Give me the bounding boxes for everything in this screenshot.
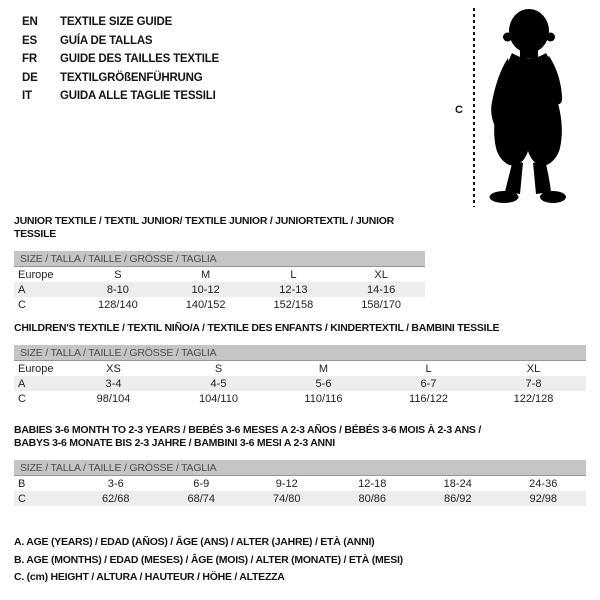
cell-value: XS <box>106 362 121 375</box>
cell-value: 9-12 <box>275 477 298 490</box>
cell-value: 80/86 <box>358 492 387 505</box>
language-row <box>22 13 219 32</box>
cell-value: 3-6 <box>107 477 124 490</box>
table-row <box>14 476 586 491</box>
cell-value: 5-6 <box>315 377 332 390</box>
table-row <box>14 361 586 376</box>
table-row <box>14 267 425 282</box>
language-code: FR <box>22 53 37 65</box>
height-measure-label: C <box>455 104 463 116</box>
cell-value: 86/92 <box>443 492 472 505</box>
row-label: Europe <box>18 268 54 281</box>
row-label: A <box>18 377 26 390</box>
language-title: GUIDA ALLE TAGLIE TESSILI <box>60 90 216 102</box>
cell-value: 152/158 <box>273 298 314 311</box>
baby-figure <box>450 6 596 210</box>
row-label: Europe <box>18 362 54 375</box>
language-title: GUÍA DE TALLAS <box>60 34 153 47</box>
cell-value: 158/170 <box>361 298 401 311</box>
table-row <box>14 491 586 506</box>
row-label: B <box>18 477 26 490</box>
legend-note: B. AGE (MONTHS) / EDAD (MESES) / ÂGE (MOIS) / ALTER (MONATE) / ETÀ (MESI) <box>14 553 403 566</box>
size-header-bar: SIZE / TALLA / TAILLE / GRÖSSE / TAGLIA <box>14 251 425 267</box>
size-table <box>14 476 586 506</box>
cell-value: S <box>214 362 223 375</box>
size-table <box>14 361 586 406</box>
size-header-bar: SIZE / TALLA / TAILLE / GRÖSSE / TAGLIA <box>14 460 586 476</box>
size-table-section <box>14 322 586 406</box>
legend-note: A. AGE (YEARS) / EDAD (AÑOS) / ÂGE (ANS) / ALTER (JAHRE) / ETÀ (ANNI) <box>14 536 375 548</box>
cell-value: 128/140 <box>97 298 138 311</box>
section-title: JUNIOR TEXTILE / TEXTIL JUNIOR/ TEXTILE JUNIOR / JUNIORTEXTIL / JUNIOR TESSILE <box>14 215 394 240</box>
cell-value: M <box>318 362 329 375</box>
cell-value: XL <box>374 268 388 281</box>
cell-value: L <box>290 268 297 281</box>
cell-value: 140/152 <box>185 298 226 311</box>
cell-value: 122/128 <box>513 392 554 405</box>
cell-value: 12-18 <box>358 477 387 490</box>
table-row <box>14 282 425 297</box>
cell-value: XL <box>526 362 541 375</box>
cell-value: 74/80 <box>272 492 301 505</box>
language-title: GUIDE DES TAILLES TEXTILE <box>60 53 219 65</box>
cell-value: 104/110 <box>199 392 238 405</box>
size-header-bar: SIZE / TALLA / TAILLE / GRÖSSE / TAGLIA <box>14 345 586 361</box>
section-title: CHILDREN'S TEXTILE / TEXTIL NIÑO/A / TEXTILE DES ENFANTS / KINDERTEXTIL / BAMBINI TESSILE <box>14 322 500 334</box>
cell-value: 62/68 <box>101 492 130 505</box>
cell-value: S <box>114 268 122 281</box>
cell-value: 3-4 <box>105 377 122 390</box>
legend-notes <box>14 534 403 587</box>
legend-note: C. (cm) HEIGHT / ALTURA / HAUTEUR / HÖHE / ALTEZZA <box>14 571 285 583</box>
cell-value: 4-5 <box>210 377 227 390</box>
cell-value: 68/74 <box>187 492 216 505</box>
row-label: C <box>18 298 26 311</box>
row-label: C <box>18 392 26 405</box>
cell-value: M <box>201 268 211 281</box>
language-code: IT <box>22 90 32 102</box>
language-title: TEXTILGRÖßENFÜHRUNG <box>60 71 203 84</box>
table-row <box>14 297 425 312</box>
language-row <box>22 87 219 106</box>
height-measure-dashed-line <box>473 8 475 207</box>
language-code: EN <box>22 16 38 28</box>
cell-value: 6-9 <box>193 477 210 490</box>
section-title: BABIES 3-6 MONTH TO 2-3 YEARS / BEBÉS 3-6 MESES A 2-3 AÑOS / BÉBÉS 3-6 MOIS À 2-3 ANS / BABYS 3-6 MONATE BIS 2-3 JAHRE / BAMBINI 3-6 MESI A 2-3 ANNI <box>14 424 482 449</box>
size-table-section <box>14 215 425 312</box>
cell-value: 6-7 <box>420 377 437 390</box>
cell-value: 116/122 <box>409 392 448 405</box>
row-label: A <box>18 283 26 296</box>
cell-value: 7-8 <box>525 377 542 390</box>
table-row <box>14 376 586 391</box>
baby-silhouette-icon <box>487 8 575 206</box>
size-table <box>14 267 425 312</box>
cell-value: 92/98 <box>529 492 558 505</box>
cell-value: L <box>425 362 432 375</box>
cell-value: 10-12 <box>191 283 220 296</box>
language-row <box>22 32 219 51</box>
language-row <box>22 50 219 69</box>
cell-value: 14-16 <box>367 283 396 296</box>
language-title-list <box>22 13 219 106</box>
table-row <box>14 391 586 406</box>
language-code: ES <box>22 34 37 47</box>
language-code: DE <box>22 71 38 84</box>
cell-value: 8-10 <box>106 283 129 296</box>
cell-value: 24-36 <box>529 477 558 490</box>
cell-value: 110/116 <box>304 392 343 405</box>
language-row <box>22 69 219 88</box>
cell-value: 12-13 <box>279 283 308 296</box>
cell-value: 18-24 <box>443 477 472 490</box>
language-title: TEXTILE SIZE GUIDE <box>60 16 173 28</box>
size-table-section <box>14 424 586 506</box>
cell-value: 98/104 <box>96 392 131 405</box>
row-label: C <box>18 492 26 505</box>
